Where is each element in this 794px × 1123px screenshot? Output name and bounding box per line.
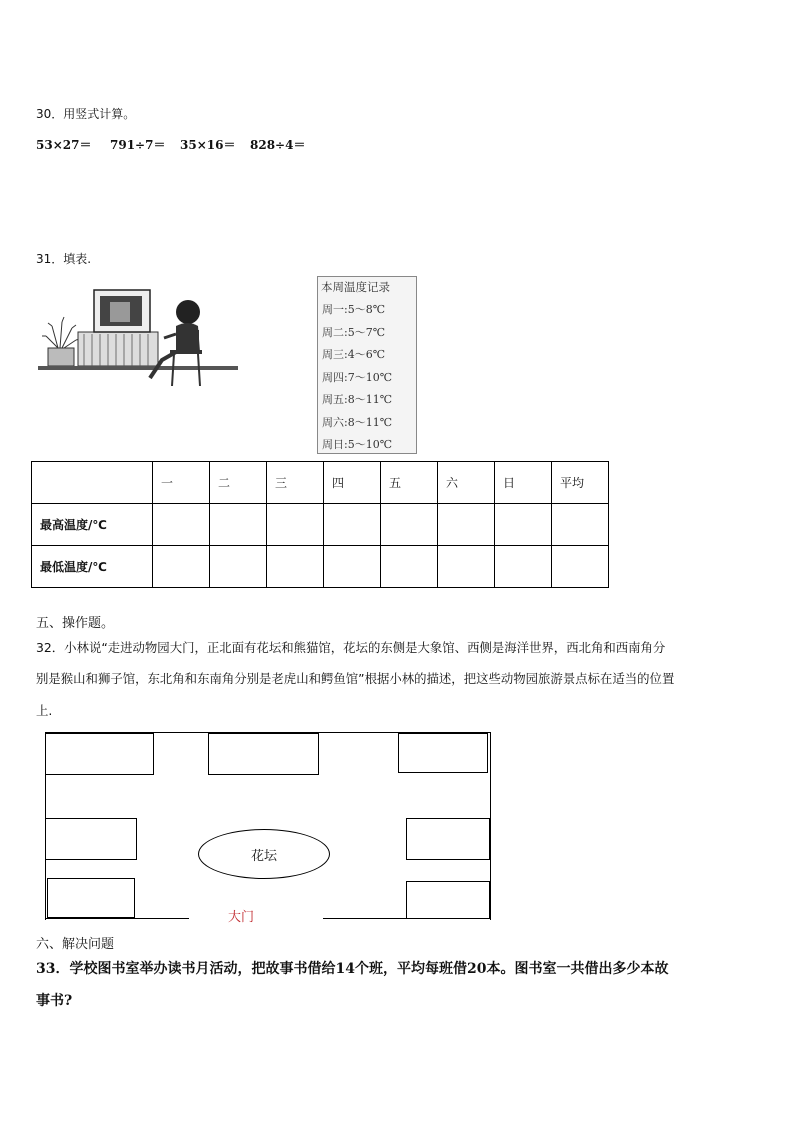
q31-title: 31．填表. — [36, 252, 92, 266]
calc-item-1: 53×27＝ — [36, 138, 92, 152]
blank-cell[interactable] — [438, 504, 495, 546]
q33-line-2: 事书? — [36, 993, 73, 1009]
map-bottom-wall-left — [45, 918, 189, 919]
row-label-min: 最低温度/℃ — [32, 546, 153, 588]
blank-cell[interactable] — [381, 504, 438, 546]
map-slot-west[interactable] — [45, 818, 137, 860]
card-row-wed: 周三:4～6℃ — [322, 348, 386, 361]
map-slot-east[interactable] — [406, 818, 490, 860]
table-row — [32, 546, 609, 588]
table-header-row — [32, 462, 609, 504]
blank-cell[interactable] — [153, 546, 210, 588]
table-header-cell: 四 — [324, 462, 381, 504]
card-row-thu: 周四:7～10℃ — [322, 371, 393, 384]
calc-item-2: 791÷7＝ — [110, 138, 166, 152]
blank-cell[interactable] — [495, 504, 552, 546]
child-watching-tv-illustration — [38, 286, 248, 388]
table-row — [32, 504, 609, 546]
card-title: 本周温度记录 — [321, 280, 390, 294]
q32-line-3: 上. — [36, 703, 53, 718]
blank-cell[interactable] — [267, 504, 324, 546]
card-row-sat: 周六:8～11℃ — [322, 416, 393, 429]
table-header-cell: 三 — [267, 462, 324, 504]
section-5-heading: 五、操作题。 — [36, 616, 115, 631]
table-header-cell: 一 — [153, 462, 210, 504]
temperature-record-card — [317, 276, 417, 454]
map-slot-north[interactable] — [208, 733, 319, 775]
table-header-cell: 二 — [210, 462, 267, 504]
map-slot-northwest[interactable] — [45, 733, 154, 775]
blank-cell[interactable] — [324, 546, 381, 588]
card-row-sun: 周日:5～10℃ — [322, 438, 393, 451]
map-slot-southwest[interactable] — [47, 878, 135, 918]
table-header-cell: 平均 — [552, 462, 609, 504]
card-row-fri: 周五:8～11℃ — [322, 393, 393, 406]
calc-item-4: 828÷4＝ — [250, 138, 306, 152]
temperature-table — [31, 461, 609, 588]
table-header-cell — [32, 462, 153, 504]
calc-item-3: 35×16＝ — [180, 138, 236, 152]
table-header-cell: 五 — [381, 462, 438, 504]
map-slot-southeast[interactable] — [406, 881, 490, 919]
section-6-heading: 六、解决问题 — [36, 937, 115, 952]
q32-line-2: 别是猴山和狮子馆，东北角和东南角分别是老虎山和鳄鱼馆”根据小林的描述，把这些动物园旅游景点标在适当的位置 — [36, 671, 675, 686]
blank-cell[interactable] — [210, 546, 267, 588]
table-header-cell: 日 — [495, 462, 552, 504]
q32-line-1: 32．小林说“走进动物园大门，正北面有花坛和熊猫馆，花坛的东侧是大象馆、西侧是海洋世界，西北角和西南角分 — [36, 640, 666, 655]
blank-cell[interactable] — [552, 504, 609, 546]
blank-cell[interactable] — [153, 504, 210, 546]
row-label-max: 最高温度/℃ — [32, 504, 153, 546]
blank-cell[interactable] — [210, 504, 267, 546]
blank-cell[interactable] — [552, 546, 609, 588]
q30-title: 30．用竖式计算。 — [36, 107, 136, 121]
flower-bed-label: 花坛 — [250, 849, 277, 864]
blank-cell[interactable] — [495, 546, 552, 588]
blank-cell[interactable] — [381, 546, 438, 588]
map-slot-northeast[interactable] — [398, 733, 488, 773]
table-header-cell: 六 — [438, 462, 495, 504]
q33-line-1: 33．学校图书室举办读书月活动，把故事书借给14个班，平均每班借20本。图书室一共借出多少本故 — [36, 961, 669, 977]
blank-cell[interactable] — [438, 546, 495, 588]
card-row-tue: 周二:5～7℃ — [322, 326, 386, 339]
card-row-mon: 周一:5～8℃ — [322, 303, 386, 316]
blank-cell[interactable] — [267, 546, 324, 588]
gate-label: 大门 — [228, 910, 255, 925]
blank-cell[interactable] — [324, 504, 381, 546]
